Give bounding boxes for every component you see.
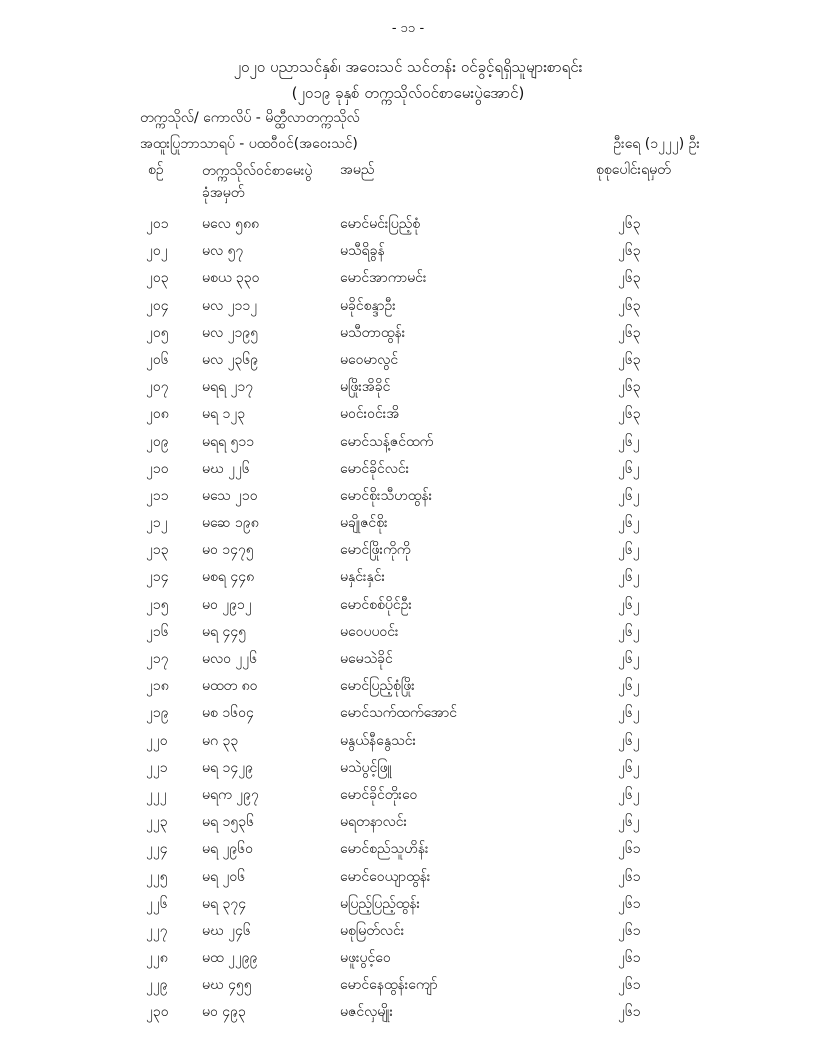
row-score: ၂၆၂ — [618, 786, 640, 803]
table-row — [0, 781, 816, 808]
row-serial: ၂၀၉ — [146, 433, 169, 450]
row-serial: ၂၂၆ — [146, 895, 168, 912]
row-roll-number: မလ ၂၃၆၉ — [202, 351, 259, 368]
row-score: ၂၆၂ — [618, 623, 640, 640]
row-serial: ၂၀၃ — [146, 270, 169, 287]
page-number: - ၁၁ - — [391, 21, 425, 36]
row-roll-number: မရရ ၅၁၁ — [202, 433, 255, 450]
table-row — [0, 917, 816, 944]
row-roll-number: မလဝ ၂၂၆ — [202, 651, 258, 667]
header-roll-number: တက္ကသိုလ်ဝင်စာမေးပွဲ ခုံအမှတ် — [202, 163, 313, 201]
row-name: မခိုင်စန္ဒာဦး — [340, 297, 396, 314]
row-score: ၂၆၃ — [618, 379, 641, 396]
row-serial: ၂၀၈ — [146, 406, 169, 423]
row-roll-number: မဝ ၄၉၃ — [202, 1004, 246, 1021]
table-row — [0, 944, 816, 971]
row-name: မချိုဇင်စိုး — [340, 515, 388, 532]
table-row — [0, 292, 816, 319]
row-serial: ၂၂၂ — [146, 786, 167, 803]
row-name: မောင်စိုးသီဟထွန်း — [340, 487, 433, 504]
row-score: ၂၆၂ — [618, 759, 640, 776]
row-roll-number: မရ ၂၀၆ — [202, 868, 246, 885]
row-roll-number: မရ ၁၅၃၆ — [202, 814, 254, 831]
row-score: ၂၆၁ — [618, 950, 641, 967]
table-row — [0, 536, 816, 563]
header-name: အမည် — [340, 162, 375, 178]
row-name: မဇင်လှမျိုး — [340, 1004, 393, 1021]
row-score: ၂၆၁ — [618, 841, 641, 858]
row-roll-number: မလေ ၅၈၈ — [202, 216, 260, 232]
row-name: မောင်မင်းပြည့်စုံ — [340, 216, 421, 232]
row-roll-number: မရက ၂၉၇ — [202, 786, 259, 803]
row-score: ၂၆၁ — [618, 868, 641, 885]
table-row — [0, 672, 816, 699]
row-score: ၂၆၁ — [618, 977, 641, 994]
row-score: ၂၆၂ — [618, 705, 640, 722]
row-serial: ၂၃၀ — [146, 1004, 169, 1021]
row-name: မသီရိခွန် — [340, 243, 385, 260]
row-serial: ၂၂၇ — [146, 922, 168, 939]
row-name: မောင်ခိုင်လင်း — [340, 460, 410, 477]
row-roll-number: မသေ ၂၁၀ — [202, 487, 258, 504]
header-serial: စဉ် — [148, 162, 164, 178]
table-row — [0, 754, 816, 781]
row-name: မစုမြတ်လင်း — [340, 922, 405, 939]
row-roll-number: မထတ ၈၀ — [202, 678, 258, 695]
table-row — [0, 237, 816, 264]
row-name: မောင်သက်ထက်အောင် — [340, 705, 458, 722]
table-row — [0, 863, 816, 890]
table-body — [0, 210, 816, 1026]
row-name: မောင်ဝေယျာထွန်း — [340, 868, 431, 885]
table-row — [0, 998, 816, 1025]
row-roll-number: မရ ၂၉၆၀ — [202, 841, 253, 858]
row-name: မနွယ်နီနွေသင်း — [340, 732, 417, 749]
row-serial: ၂၁၀ — [146, 460, 169, 477]
row-name: မမေသဲခိုင် — [340, 651, 393, 667]
row-score: ၂၆၂ — [618, 433, 640, 450]
row-name: မပြည့်ပြည့်ထွန်း — [340, 895, 421, 912]
row-name: မသဲပွင့်ဖြူ — [340, 759, 392, 776]
row-name: မောင်ခိုင်တိုးဝေ — [340, 786, 418, 803]
table-row — [0, 455, 816, 482]
row-score: ၂၆၂ — [618, 515, 640, 532]
row-score: ၂၆၃ — [618, 297, 641, 314]
row-serial: ၂၀၁ — [146, 216, 169, 232]
row-roll-number: မလ ၂၁၉၅ — [202, 324, 259, 341]
row-score: ၂၆၃ — [618, 406, 641, 423]
row-score: ၂၆၃ — [618, 243, 641, 260]
row-serial: ၂၁၃ — [146, 542, 169, 559]
row-serial: ၂၀၅ — [146, 324, 169, 341]
table-row — [0, 482, 816, 509]
row-name: မောင်ပြည့်စုံဖြိုး — [340, 678, 415, 695]
table-row — [0, 890, 816, 917]
row-score: ၂၆၁ — [618, 1004, 641, 1021]
row-roll-number: မဝ ၁၄၇၅ — [202, 542, 254, 559]
row-roll-number: မဂ ၃၃ — [202, 732, 239, 749]
total-count: ဦးရေ (၁၂၂၂) ဦး — [613, 136, 700, 152]
row-roll-number: မစရ ၄၄၈ — [202, 569, 255, 586]
row-score: ၂၆၃ — [618, 270, 641, 287]
table-row — [0, 618, 816, 645]
table-row — [0, 210, 816, 237]
table-row — [0, 428, 816, 455]
row-roll-number: မရ ၃၇၄ — [202, 895, 247, 912]
table-row — [0, 400, 816, 427]
row-serial: ၂၂၀ — [146, 732, 168, 749]
row-serial: ၂၂၁ — [146, 759, 168, 776]
document-title: ၂၀၂၀ ပညာသင်နှစ်၊ အဝေးသင် သင်တန်း ဝင်ခွင့်ရရှိသူများစာရင်း — [233, 58, 583, 76]
row-name: မဝင်းဝင်းအိ — [340, 406, 400, 423]
row-score: ၂၆၂ — [618, 651, 640, 667]
row-roll-number: မဃ ၂၂၆ — [202, 460, 250, 477]
table-row — [0, 319, 816, 346]
row-serial: ၂၂၈ — [146, 950, 168, 967]
row-score: ၂၆၁ — [618, 922, 641, 939]
row-score: ၂၆၃ — [618, 324, 641, 341]
row-roll-number: မဝ ၂၉၁၂ — [202, 596, 252, 613]
row-score: ၂၆၂ — [618, 732, 640, 749]
row-roll-number: မလ ၂၁၁၂ — [202, 297, 258, 314]
row-roll-number: မထ ၂၂၉၉ — [202, 950, 258, 967]
row-name: မဖူးပွင့်ဝေ — [340, 950, 391, 967]
row-roll-number: မဃ ၂၄၆ — [202, 922, 251, 939]
row-roll-number: မစယ ၃၃၀ — [202, 270, 260, 287]
row-name: မဖြိုးအိခိုင် — [340, 379, 391, 396]
row-serial: ၂၂၉ — [146, 977, 168, 994]
row-serial: ၂၁၉ — [146, 705, 169, 722]
row-name: မောင်စည်သူဟိန်း — [340, 841, 429, 858]
row-roll-number: မရ ၄၄၅ — [202, 623, 247, 640]
row-serial: ၂၂၃ — [146, 814, 168, 831]
row-roll-number: မဆေ ၁၉၈ — [202, 515, 259, 532]
table-row — [0, 835, 816, 862]
row-name: မောင်သန့်ဇင်ထက် — [340, 433, 434, 450]
row-score: ၂၆၂ — [618, 814, 640, 831]
row-name: မောင်နေထွန်းကျော် — [340, 977, 438, 994]
major-label: အထူးပြုဘာသာရပ် - ပထဝီဝင်(အဝေးသင်) — [140, 136, 358, 152]
row-name: မောင်အာကာမင်း — [340, 270, 427, 287]
table-row — [0, 808, 816, 835]
row-score: ၂၆၂ — [618, 569, 640, 586]
row-score: ၂၆၂ — [618, 542, 640, 559]
row-serial: ၂၁၁ — [146, 487, 169, 504]
row-serial: ၂၁၈ — [146, 678, 169, 695]
table-row — [0, 727, 816, 754]
row-roll-number: မဃ ၄၅၅ — [202, 977, 252, 994]
table-row — [0, 645, 816, 672]
table-row — [0, 971, 816, 998]
row-score: ၂၆၃ — [618, 351, 641, 368]
row-serial: ၂၂၄ — [146, 841, 168, 858]
row-name: မဝေမာလွင် — [340, 351, 399, 368]
header-total-score: စုစုပေါင်းရမှတ် — [596, 162, 671, 178]
row-roll-number: မရ ၁၂၃ — [202, 406, 246, 423]
row-serial: ၂၁၆ — [146, 623, 169, 640]
row-roll-number: မစ ၁၆၀၄ — [202, 705, 254, 722]
row-score: ၂၆၂ — [618, 678, 640, 695]
table-row — [0, 563, 816, 590]
row-serial: ၂၀၂ — [146, 243, 168, 260]
table-row — [0, 264, 816, 291]
row-roll-number: မလ ၅၇ — [202, 243, 244, 260]
table-row — [0, 346, 816, 373]
row-name: မောင်ဖြိုးကိုကို — [340, 542, 411, 559]
row-score: ၂၆၃ — [618, 216, 641, 232]
row-score: ၂၆၂ — [618, 460, 640, 477]
row-roll-number: မရ ၁၄၂၉ — [202, 759, 253, 776]
row-score: ၂၆၁ — [618, 895, 641, 912]
table-row — [0, 591, 816, 618]
row-score: ၂၆၂ — [618, 596, 640, 613]
row-serial: ၂၀၇ — [146, 379, 169, 396]
row-serial: ၂၁၂ — [146, 515, 168, 532]
row-name: မနှင်းနှင်း — [340, 569, 386, 586]
row-score: ၂၆၂ — [618, 487, 640, 504]
row-serial: ၂၁၅ — [146, 596, 169, 613]
document-subtitle: (၂၀၁၉ ခုနှစ် တက္ကသိုလ်ဝင်စာမေးပွဲအောင်) — [291, 84, 525, 102]
row-roll-number: မရရ ၂၁၇ — [202, 379, 254, 396]
university-line: တက္ကသိုလ်/ ကောလိပ် - မိတ္ထီလာတက္ကသိုလ် — [140, 110, 360, 126]
row-name: မောင်စစ်ပိုင်ဦး — [340, 596, 412, 613]
row-name: မသီတာထွန်း — [340, 324, 406, 341]
table-row — [0, 373, 816, 400]
table-row — [0, 509, 816, 536]
row-serial: ၂၁၄ — [146, 569, 169, 586]
row-name: မဝေပပဝင်း — [340, 623, 399, 640]
row-serial: ၂၂၅ — [146, 868, 168, 885]
row-serial: ၂၀၆ — [146, 351, 169, 368]
row-serial: ၂၀၄ — [146, 297, 169, 314]
row-serial: ၂၁၇ — [146, 651, 169, 667]
row-name: မရတနာလင်း — [340, 814, 408, 831]
table-row — [0, 699, 816, 726]
